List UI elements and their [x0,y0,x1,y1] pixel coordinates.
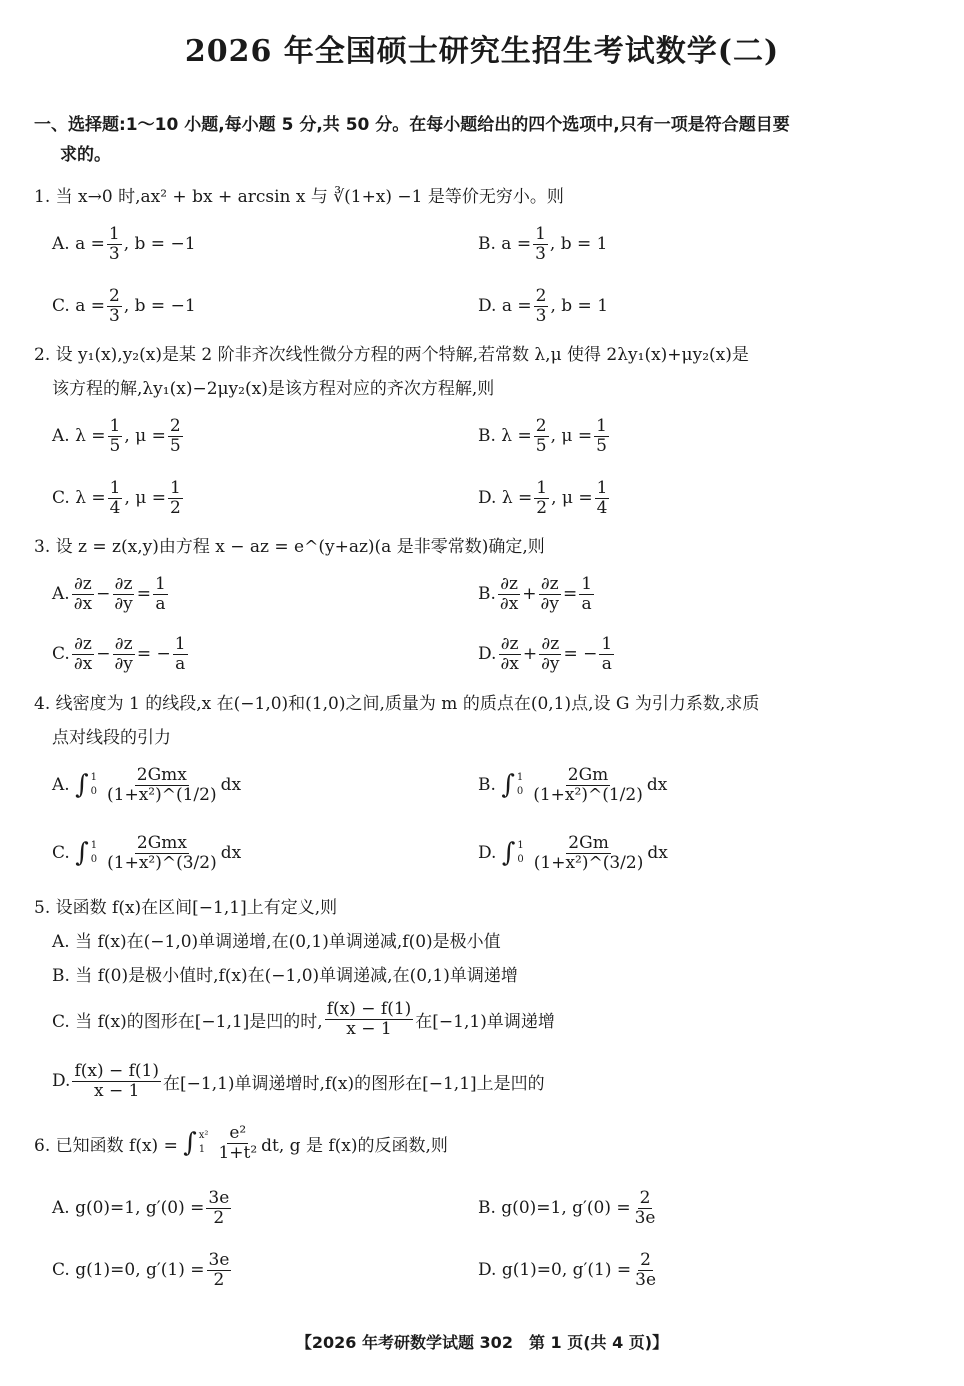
fraction: $\frac{1}{4}$ [109,477,121,518]
fraction: $\frac{2}{5}$ [169,415,181,456]
q2-option-b: B. λ = $\frac{2}{5}$ , μ = $\frac{1}{5}$ [478,415,607,456]
q5-stem: 5. 设函数 f(x)在区间[−1,1]上有定义,则 [34,898,338,918]
q4-stem-line-2: 点对线段的引力 [52,728,171,748]
q1-option-b: B. a = $\frac{1}{3}$ , b = 1 [478,223,608,264]
section-line-1: 一、选择题:1～10 小题,每小题 5 分,共 50 分。在每小题给出的四个选项中,只有一项是符合题目要 [34,115,790,135]
q2-stem-line-1: 2. 设 y₁(x),y₂(x)是某 2 阶非齐次线性微分方程的两个特解,若常数 λ,μ 使得 2λy₁(x)+μy₂(x)是 [34,345,749,365]
q2-option-c: C. λ = $\frac{1}{4}$ , μ = $\frac{1}{2}$ [52,477,181,518]
q1-stem: 1. 当 x→0 时,ax² + bx + arcsin x 与 ∛(1+x) −1 是等价无穷小。则 [34,187,564,207]
q4-option-c: C. ∫ 1 0 $\frac{\text{2Gmx}}{\text{(1+x²)\textasciicircum{}(3/2)}}$ dx [52,832,242,873]
q3-option-a: A. $\frac{\partial z}{\partial x}$ − $\frac{\partial z}{\partial y}$ = $\frac{1}{a}$ [52,573,166,614]
q3-stem: 3. 设 z = z(x,y)由方程 x − az = e^(y+az)(a 是非零常数)确定,则 [34,537,545,557]
fraction: $\frac{2}{3}$ [535,285,547,326]
fraction: $\frac{1}{5}$ [596,415,607,456]
fraction: $\frac{1}{2}$ [169,477,181,518]
page-footer: 【2026 年考研数学试题 302 第 1 页(共 4 页)】 [295,1333,669,1352]
section-line-2: 求的。 [60,145,111,165]
q4-option-a: A. ∫ 1 0 $\frac{\text{2Gmx}}{\text{(1+x²)\textasciicircum{}(1/2)}}$ dx [52,764,242,805]
q1-option-a: A. a = $\frac{1}{3}$ , b = −1 [52,223,196,264]
integral-sign: ∫ [75,770,89,800]
fraction: $\frac{1}{4}$ [596,477,608,518]
q1-option-d: D. a = $\frac{2}{3}$ , b = 1 [478,285,609,326]
q6-stem: 6. 已知函数 f(x) = ∫ x² 1 $\frac{\text{e²}}{\text{1+t²}}$ dt, g 是 f(x)的反函数,则 [34,1123,448,1163]
integral-sign: ∫ [75,838,89,868]
integral-sign: ∫ [183,1128,197,1159]
q6-option-d: D. g(1)=0, g′(1) = $\frac{2}{3e}$ [478,1249,657,1290]
q6-option-a: A. g(0)=1, g′(0) = $\frac{3e}{2}$ [52,1187,230,1228]
q6-option-c: C. g(1)=0, g′(1) = $\frac{3e}{2}$ [52,1249,230,1290]
q3-option-d: D. $\frac{\partial z}{\partial x}$ + $\frac{\partial z}{\partial y}$ = − $\frac{1}{a}$ [478,633,613,674]
fraction: $\frac{2}{3}$ [109,285,120,326]
q2-stem-line-2: 该方程的解,λy₁(x)−2μy₂(x)是该方程对应的齐次方程解,则 [52,379,495,399]
q4-option-b: B. ∫ 1 0 $\frac{2Gm}{\text{(1+x²)\textasciicircum{}(1/2)}}$ dx [478,764,668,805]
q5-option-a: A. 当 f(x)在(−1,0)单调递增,在(0,1)单调递减,f(0)是极小值 [52,932,501,952]
q5-option-d: D. $\frac{f(x) - f(1)}{x - 1}$ 在[−1,1)单调递增时,f(x)的图形在[−1,1]上是凹的 [52,1061,545,1101]
q2-option-d: D. λ = $\frac{1}{2}$ , μ = $\frac{1}{4}$ [478,477,608,518]
integral-sign: ∫ [501,770,515,800]
q4-option-d: D. ∫ 1 0 $\frac{2Gm}{\text{(1+x²)\textasciicircum{}(3/2)}}$ dx [478,832,668,873]
q3-option-c: C. $\frac{\partial z}{\partial x}$ − $\frac{\partial z}{\partial y}$ = − $\frac{1}{a}$ [52,633,186,674]
fraction: $\frac{1}{2}$ [536,477,548,518]
fraction: $\frac{2}{5}$ [535,415,547,456]
fraction: $\frac{1}{3}$ [535,223,546,264]
section-header [34,110,924,170]
page-title: 2026 年全国硕士研究生招生考试数学(二) [184,34,780,69]
q1-option-c: C. a = $\frac{2}{3}$ , b = −1 [52,285,196,326]
q3-option-b: B. $\frac{\partial z}{\partial x}$ + $\frac{\partial z}{\partial y}$ = $\frac{1}{a}$ [478,573,593,614]
integral-sign: ∫ [501,838,516,868]
q2-option-a: A. λ = $\frac{1}{5}$ , μ = $\frac{2}{5}$ [52,415,181,456]
fraction: $\frac{1}{5}$ [109,415,121,456]
fraction: $\frac{1}{3}$ [108,223,120,264]
q5-option-c: C. 当 f(x)的图形在[−1,1]是凹的时, $\frac{f(x) - f(1)}{x - 1}$ 在[−1,1)单调递增 [52,999,555,1039]
q5-option-b: B. 当 f(0)是极小值时,f(x)在(−1,0)单调递减,在(0,1)单调递增 [52,966,518,986]
q4-stem-line-1: 4. 线密度为 1 的线段,x 在(−1,0)和(1,0)之间,质量为 m 的质点在(0,1)点,设 G 为引力系数,求质 [34,694,760,714]
q6-option-b: B. g(0)=1, g′(0) = $\frac{2}{3e}$ [478,1187,656,1228]
